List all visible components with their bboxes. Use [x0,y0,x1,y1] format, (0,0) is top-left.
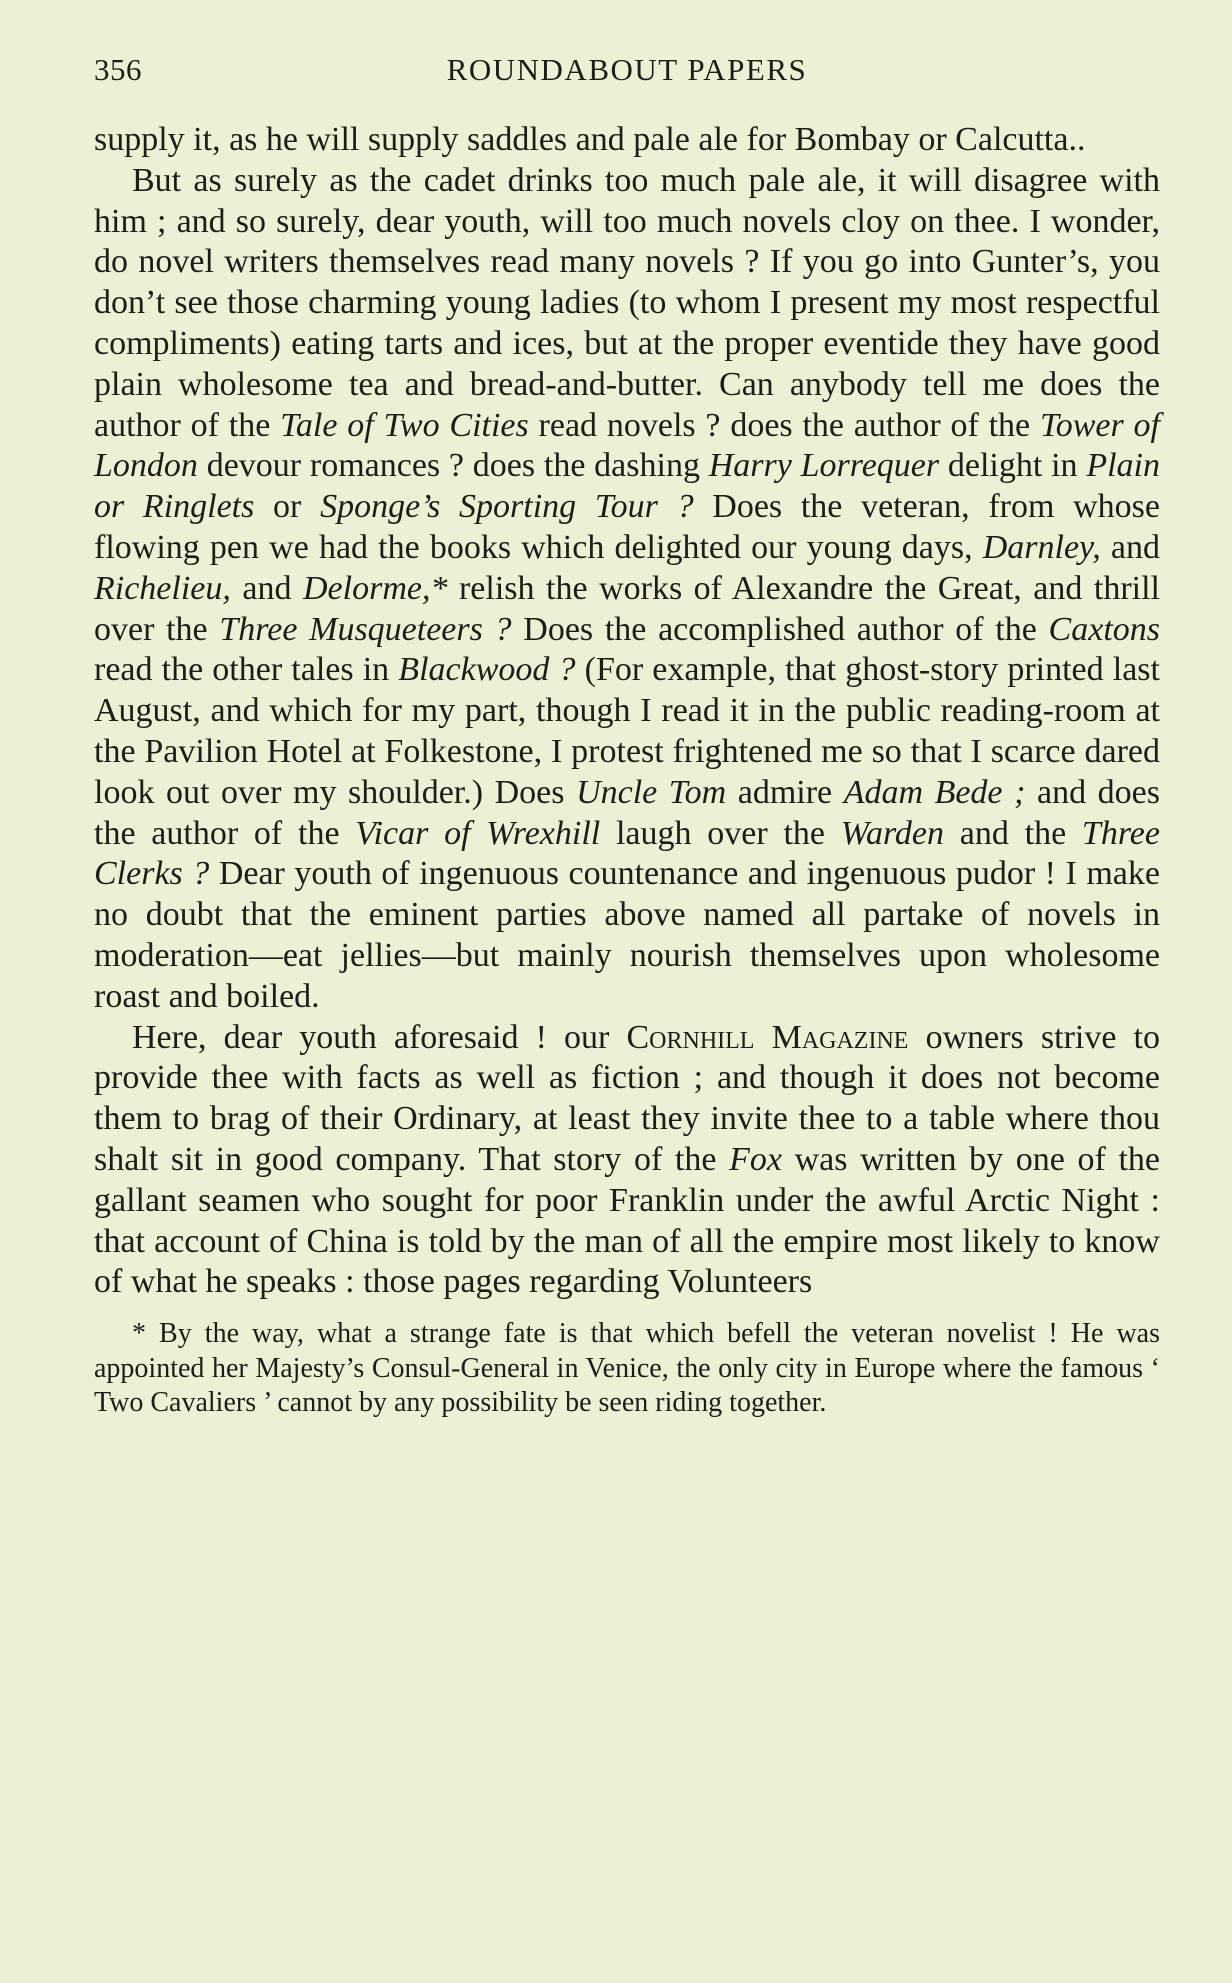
text-run: (For example, that ghost-story printed last August, and which for my part, though I read it in the public reading-room at the Pavilion Hotel at Folkestone, I protest frightened me so that I scarce dared look out over my shoulder.) Does [94,651,1160,811]
footnote [94,1317,1160,1421]
text-run: or [254,488,321,526]
text-run: admire [726,773,844,811]
book-title: Plain or Ringlets [94,447,1160,526]
book-title: Three Musqueteers ? [219,610,512,648]
paragraph-continued [94,120,1160,161]
book-title: Harry Lorrequer [708,447,940,485]
footnote-text: * By the way, what a strange fate is that which befell the veteran novelist ! He was appointed her Majesty’s Consul-General in Venice, the only city in Europe where the famous ‘ Two Cavaliers ’ cannot by any possibility be seen riding together. [94,1318,1160,1419]
book-title: Fox [729,1140,782,1178]
text-run: and [230,569,303,607]
book-title: Sponge’s Sporting Tour ? [320,488,694,526]
text-run: supply it, as he will supply saddles and pale ale for Bombay or Calcutta.. [94,121,1086,158]
paragraph-cornhill [94,1018,1160,1304]
text-run: delight in [939,447,1087,485]
text-run: and does the author of the [94,773,1160,852]
text-run: Dear youth of ingenuous countenance and ingenuous pudor ! I make no doubt that the eminent parties above named all partake of novels in moderation—eat jellies—but mainly nourish themselves upon wholesome roast and boiled. [94,855,1160,1015]
page-number: 356 [94,52,142,87]
text-run: laugh over the [600,814,841,852]
text-run: and the [944,814,1082,852]
book-title: Warden [840,814,945,852]
paragraph-novels [94,161,1160,1018]
text-run: But as surely as the cadet drinks too much pale ale, it will disagree with him ; and so surely, dear youth, will too much novels cloy on thee. I wonder, do novel writers themselves read many novels ? If you go into Gunter’s, you don’t see those charming young ladies (to whom I present my most respectful compliments) eating tarts and ices, but at the proper eventide they have good plain wholesome tea and bread-and-butter. Can anybody tell me does the author of the [94,161,1160,444]
running-title: ROUNDABOUT PAPERS [446,52,808,87]
text-run: devour romances ? does the dashing [197,447,709,485]
text-run: relish the works of Alexandre the Great, and thrill over the [94,569,1160,648]
magazine-name: Cornhill Magazine [626,1018,909,1056]
book-title: Blackwood ? [398,651,576,689]
text-run: owners strive to provide thee with facts as well as fiction ; and though it does not become them to brag of their Ordinary, at least they invite thee to a table where thou shalt sit in good company. That story of the [94,1018,1161,1178]
book-title: Caxtons [1048,610,1160,648]
book-title: Darnley, [982,528,1101,566]
text-run: read the other tales in [94,651,399,689]
book-title: Vicar of Wrexhill [355,814,601,852]
text-run: read novels ? does the author of the [528,406,1040,444]
running-head [94,48,1160,100]
text-run: Here, dear youth aforesaid ! our [132,1018,627,1056]
text-run: was written by one of the gallant seamen who sought for poor Franklin under the awful Arctic Night : that account of China is told by the man of all the empire most likely to know of what he speaks : those pages regarding Volunteers [94,1140,1160,1301]
book-title: Tower of London [94,406,1160,485]
book-title: Uncle Tom [576,773,727,811]
body-text [94,120,1160,1303]
book-title: Richelieu, [94,569,231,607]
book-title: Tale of Two Cities [280,406,529,444]
book-title: Delorme,* [303,569,448,607]
text-run: Does the veteran, from whose flowing pen we had the books which delighted our young days, [94,488,1160,566]
text-run: and [1100,528,1161,566]
book-title: Adam Bede ; [843,773,1026,811]
book-title: Three Clerks ? [94,814,1160,893]
text-run: Does the accomplished author of the [511,610,1049,648]
